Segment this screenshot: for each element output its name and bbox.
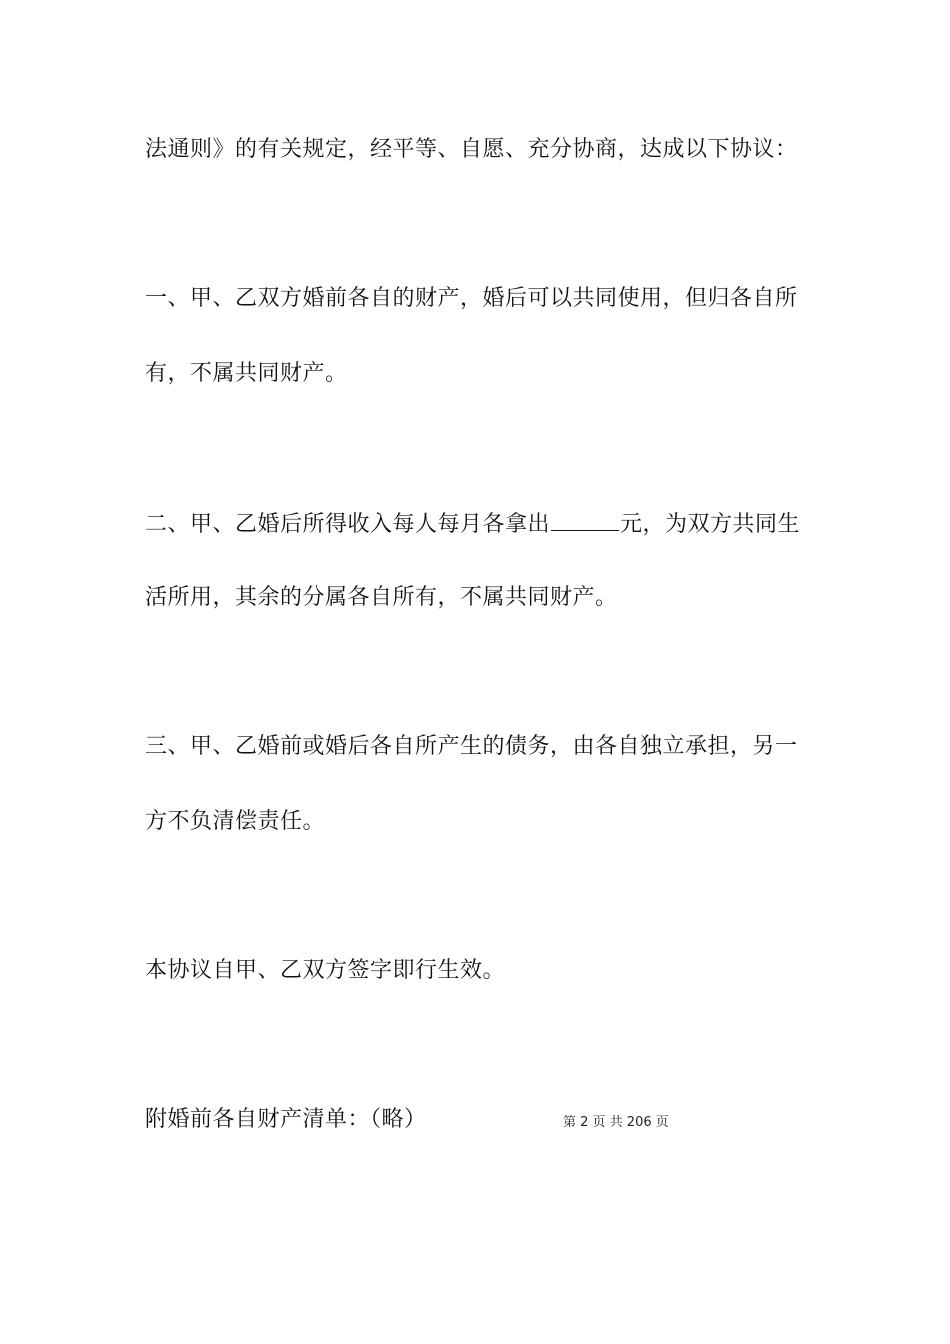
clause-3-line-1: 三、甲、乙婚前或婚后各自所产生的债务，由各自独立承担，另一 xyxy=(145,734,798,759)
amount-blank xyxy=(551,508,619,531)
clause-1-line-2: 有，不属共同财产。 xyxy=(145,361,348,386)
page-number: 第 2 页 共 206 页 xyxy=(563,1115,669,1130)
effective-statement: 本协议自甲、乙双方签字即行生效。 xyxy=(145,958,506,983)
clause-3-line-2: 方不负清偿责任。 xyxy=(145,809,326,834)
clause-2-text-after-blank: 元，为双方共同生 xyxy=(620,512,801,537)
clause-1-line-1: 一、甲、乙双方婚前各自的财产，婚后可以共同使用，但归各自所 xyxy=(145,286,798,311)
clause-2-text-before-blank: 二、甲、乙婚后所得收入每人每月各拿出 xyxy=(145,512,551,537)
clause-2-line-1 xyxy=(145,508,800,540)
appendix-line: 附婚前各自财产清单：（略） xyxy=(145,1107,427,1132)
clause-2-line-2: 活所用，其余的分属各自所有，不属共同财产。 xyxy=(145,585,618,610)
intro-line: 法通则》的有关规定，经平等、自愿、充分协商，达成以下协议： xyxy=(145,137,798,162)
